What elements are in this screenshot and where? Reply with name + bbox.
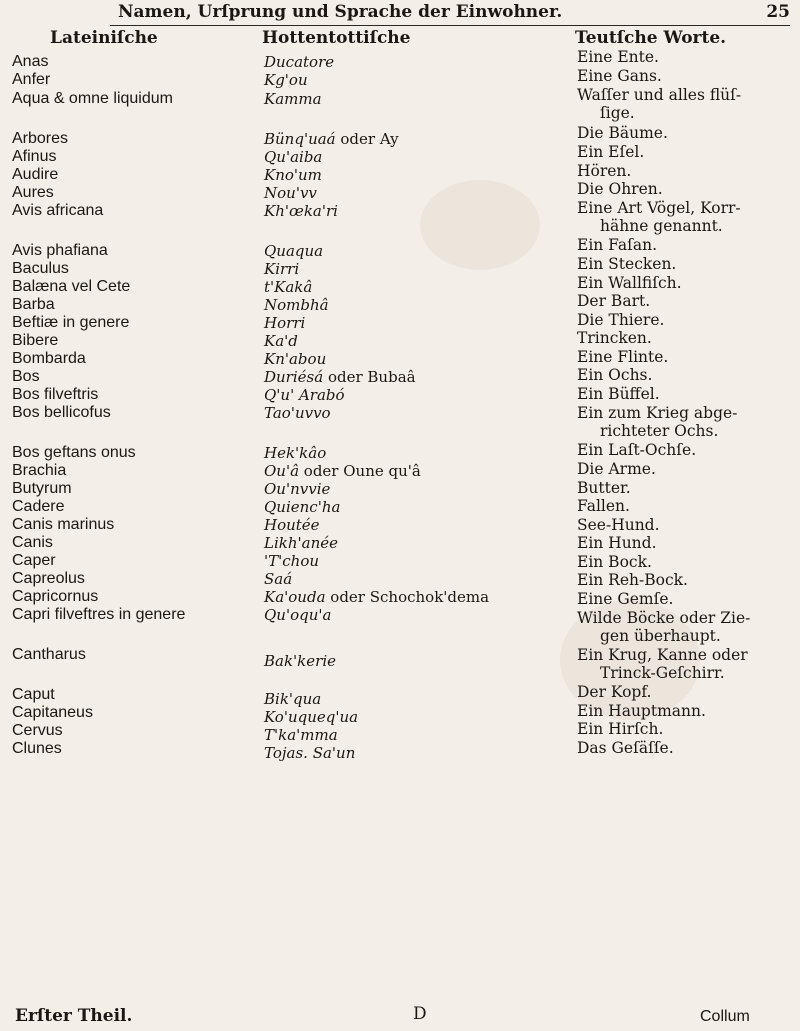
hottentot-entry bbox=[264, 296, 329, 314]
running-head bbox=[108, 2, 798, 26]
hottentot-entry bbox=[264, 148, 322, 166]
hottentot-entry bbox=[264, 652, 336, 670]
german-entry: Die Arme. bbox=[577, 460, 656, 478]
hottentot-entry bbox=[264, 708, 358, 726]
german-entry: Ein Reh-Bock. bbox=[577, 571, 688, 589]
latin-entry: Barba bbox=[12, 296, 55, 313]
latin-entry: Cadere bbox=[12, 498, 65, 515]
german-entry: Der Kopf. bbox=[577, 683, 652, 701]
latin-entry: Cervus bbox=[12, 722, 63, 739]
german-entry: Butter. bbox=[577, 479, 631, 497]
page-number: 25 bbox=[766, 2, 790, 22]
hottentot-word: Quienc'ha bbox=[264, 498, 341, 516]
hottentot-entry bbox=[264, 744, 355, 762]
german-entry: Ein Laſt-Ochſe. bbox=[577, 441, 697, 459]
latin-entry: Brachia bbox=[12, 462, 67, 479]
hottentot-word: Kno'um bbox=[264, 166, 322, 184]
german-entry: Trincken. bbox=[577, 329, 652, 347]
german-entry: Ein Eſel. bbox=[577, 143, 645, 161]
hottentot-word: Quaqua bbox=[264, 242, 324, 260]
hottentot-entry bbox=[264, 606, 331, 624]
hottentot-entry bbox=[264, 53, 334, 71]
latin-entry: Bibere bbox=[12, 332, 59, 349]
hottentot-entry bbox=[264, 498, 340, 516]
hottentot-word: Ko'uqueq'ua bbox=[264, 708, 359, 726]
hottentot-entry bbox=[264, 71, 308, 89]
hottentot-word: Saá bbox=[264, 570, 293, 588]
header-rule bbox=[110, 25, 790, 26]
latin-entry: Canis marinus bbox=[12, 516, 115, 533]
hottentot-variant: oder Oune qu'â bbox=[299, 462, 421, 480]
latin-entry: Aqua & omne liquidum bbox=[12, 90, 173, 107]
hottentot-entry bbox=[264, 588, 489, 606]
latin-entry: Clunes bbox=[12, 740, 62, 757]
german-entry: Trinck-Geſchirr. bbox=[600, 664, 725, 682]
latin-entry: Aures bbox=[12, 184, 54, 201]
hottentot-variant: oder Bubaâ bbox=[323, 368, 416, 386]
latin-entry: Caper bbox=[12, 552, 56, 569]
hottentot-entry bbox=[264, 260, 299, 278]
latin-entry: Audire bbox=[12, 166, 59, 183]
hottentot-word: Houtée bbox=[264, 516, 320, 534]
hottentot-entry bbox=[264, 552, 319, 570]
latin-entry: Anfer bbox=[12, 71, 51, 88]
hottentot-entry bbox=[264, 444, 326, 462]
latin-entry: Baculus bbox=[12, 260, 69, 277]
latin-entry: Bos filveftris bbox=[12, 386, 99, 403]
german-entry: Ein Stecken. bbox=[577, 255, 677, 273]
hottentot-word: Tao'uvvo bbox=[264, 404, 331, 422]
hottentot-word: Kirri bbox=[264, 260, 300, 278]
latin-entry: Bombarda bbox=[12, 350, 86, 367]
german-entry: Ein Hauptmann. bbox=[577, 702, 706, 720]
hottentot-word: Likh'anée bbox=[264, 534, 338, 552]
latin-entry: Bos bbox=[12, 368, 40, 385]
german-entry: Ein Bock. bbox=[577, 553, 652, 571]
hottentot-word: Ducatore bbox=[264, 53, 335, 71]
german-entry: Ein Hirſch. bbox=[577, 720, 664, 738]
german-entry: Ein Ochs. bbox=[577, 366, 653, 384]
german-entry: gen überhaupt. bbox=[600, 627, 721, 645]
german-entry: Hören. bbox=[577, 162, 632, 180]
hottentot-entry bbox=[264, 166, 322, 184]
column-header-german: Teutſche Worte. bbox=[575, 28, 727, 48]
latin-entry: Butyrum bbox=[12, 480, 72, 497]
hottentot-variant: oder Ay bbox=[335, 130, 399, 148]
german-entry: Fallen. bbox=[577, 497, 630, 515]
german-entry: Der Bart. bbox=[577, 292, 651, 310]
german-entry: Eine Ente. bbox=[577, 48, 659, 66]
latin-entry: Capitaneus bbox=[12, 704, 93, 721]
hottentot-entry bbox=[264, 314, 305, 332]
latin-entry: Anas bbox=[12, 53, 49, 70]
hottentot-entry bbox=[264, 570, 292, 588]
german-entry: Eine Gemſe. bbox=[577, 590, 674, 608]
running-title: Namen, Urſprung und Sprache der Einwohner. bbox=[118, 2, 563, 22]
paper-stain bbox=[420, 180, 540, 270]
hottentot-entry bbox=[264, 332, 298, 350]
latin-entry: Canis bbox=[12, 534, 53, 551]
hottentot-word: Tojas. Sa'un bbox=[264, 744, 356, 762]
latin-entry: Beftiæ in genere bbox=[12, 314, 130, 331]
latin-entry: Avis phafiana bbox=[12, 242, 108, 259]
german-entry: Ein Hund. bbox=[577, 534, 657, 552]
hottentot-word: Kn'abou bbox=[264, 350, 327, 368]
german-entry: Die Thiere. bbox=[577, 311, 665, 329]
latin-entry: Bos geftans onus bbox=[12, 444, 136, 461]
hottentot-word: Nou'vv bbox=[264, 184, 317, 202]
german-entry: Ein zum Krieg abge- bbox=[577, 404, 738, 422]
hottentot-word: Qu'aiba bbox=[264, 148, 323, 166]
hottentot-word: Kh'œka'ri bbox=[264, 202, 338, 220]
hottentot-word: Nombhâ bbox=[264, 296, 329, 314]
column-header-hottentot: Hottentottiſche bbox=[262, 28, 411, 48]
german-entry: See-Hund. bbox=[577, 516, 660, 534]
hottentot-entry bbox=[264, 386, 345, 404]
latin-entry: Bos bellicofus bbox=[12, 404, 111, 421]
hottentot-entry bbox=[264, 404, 331, 422]
hottentot-entry bbox=[264, 726, 338, 744]
hottentot-word: Bik'qua bbox=[264, 690, 322, 708]
hottentot-word: Bak'kerie bbox=[264, 652, 336, 670]
hottentot-entry bbox=[264, 534, 338, 552]
german-entry: Ein Büffel. bbox=[577, 385, 660, 403]
german-entry: Die Bäume. bbox=[577, 124, 668, 142]
hottentot-word: Kg'ou bbox=[264, 71, 308, 89]
hottentot-word: Ka'd bbox=[264, 332, 298, 350]
german-entry: Ein Krug, Kanne oder bbox=[577, 646, 748, 664]
hottentot-word: 'T'chou bbox=[264, 552, 320, 570]
german-entry: Ein Faſan. bbox=[577, 236, 658, 254]
latin-entry: Capreolus bbox=[12, 570, 85, 587]
hottentot-word: T'ka'mma bbox=[264, 726, 338, 744]
german-entry: Eine Flinte. bbox=[577, 348, 669, 366]
latin-entry: Caput bbox=[12, 686, 55, 703]
hottentot-word: Horri bbox=[264, 314, 306, 332]
hottentot-entry bbox=[264, 368, 416, 386]
hottentot-word: Ou'nvvie bbox=[264, 480, 331, 498]
german-entry: Ein Wallfiſch. bbox=[577, 274, 682, 292]
hottentot-entry bbox=[264, 462, 421, 480]
german-entry: Wilde Böcke oder Zie- bbox=[577, 609, 751, 627]
hottentot-word: Qu'oqu'a bbox=[264, 606, 332, 624]
signature-mark: D bbox=[413, 1004, 427, 1024]
catchword: Collum bbox=[700, 1008, 750, 1025]
german-entry: Waſſer und alles flüſ- bbox=[577, 86, 742, 104]
footer-left: Erſter Theil. bbox=[15, 1006, 133, 1026]
hottentot-entry bbox=[264, 516, 320, 534]
latin-entry: Avis africana bbox=[12, 202, 104, 219]
column-header-latin: Lateiniſche bbox=[50, 28, 158, 48]
hottentot-word: Q'u' Arabó bbox=[264, 386, 345, 404]
german-entry: ſige. bbox=[600, 104, 635, 122]
hottentot-word: Bünq'uaá bbox=[264, 130, 336, 148]
hottentot-entry bbox=[264, 690, 321, 708]
latin-entry: Balæna vel Cete bbox=[12, 278, 131, 295]
latin-entry: Afinus bbox=[12, 148, 57, 165]
german-entry: Das Geſäſſe. bbox=[577, 739, 674, 757]
hottentot-word: t'Kakâ bbox=[264, 278, 313, 296]
hottentot-entry bbox=[264, 350, 326, 368]
hottentot-entry bbox=[264, 202, 338, 220]
german-entry: Eine Gans. bbox=[577, 67, 662, 85]
hottentot-entry bbox=[264, 184, 317, 202]
latin-entry: Capricornus bbox=[12, 588, 99, 605]
hottentot-entry bbox=[264, 480, 330, 498]
latin-entry: Cantharus bbox=[12, 646, 86, 663]
hottentot-entry bbox=[264, 278, 312, 296]
hottentot-word: Hek'kâo bbox=[264, 444, 327, 462]
german-entry: hähne genannt. bbox=[600, 217, 723, 235]
german-entry: richteter Ochs. bbox=[600, 422, 719, 440]
latin-entry: Arbores bbox=[12, 130, 69, 147]
hottentot-entry bbox=[264, 90, 322, 108]
hottentot-entry bbox=[264, 130, 399, 148]
german-entry: Eine Art Vögel, Korr- bbox=[577, 199, 741, 217]
hottentot-word: Ka'ouda bbox=[264, 588, 326, 606]
hottentot-word: Duriésá bbox=[264, 368, 324, 386]
latin-entry: Capri filveftres in genere bbox=[12, 606, 186, 623]
hottentot-entry bbox=[264, 242, 323, 260]
hottentot-word: Kamma bbox=[264, 90, 322, 108]
hottentot-word: Ou'â bbox=[264, 462, 300, 480]
hottentot-variant: oder Schochok'dema bbox=[325, 588, 490, 606]
german-entry: Die Ohren. bbox=[577, 180, 663, 198]
